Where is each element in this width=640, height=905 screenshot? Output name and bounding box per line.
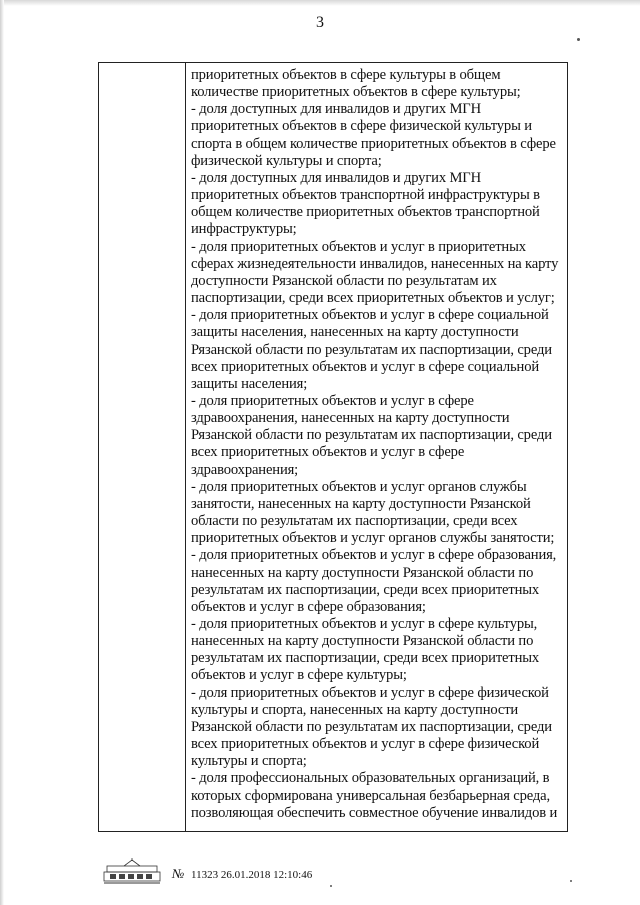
text-line: результатам их паспортизации, среди всех приоритетных bbox=[191, 650, 540, 667]
text-line: - доля доступных для инвалидов и других МГН bbox=[191, 169, 481, 186]
text-line: приоритетных объектов в сфере физической культуры и bbox=[191, 118, 532, 135]
text-line: которых сформирована универсальная безбарьерная среда, bbox=[191, 787, 551, 804]
text-line: защиты населения; bbox=[191, 375, 308, 392]
text-line: здравоохранения, нанесенных на карту доступности bbox=[191, 410, 510, 427]
text-line: - доля приоритетных объектов и услуг в приоритетных bbox=[191, 238, 526, 255]
table-cell-text bbox=[191, 67, 566, 822]
text-line: общем количестве приоритетных объектов транспортной bbox=[191, 204, 540, 221]
text-line: - доля приоритетных объектов и услуг в сфере культуры, bbox=[191, 616, 538, 632]
text-line: культуры и спорта, нанесенных на карту доступности bbox=[191, 701, 519, 718]
registry-stamp-icon bbox=[102, 858, 162, 884]
table-column-divider bbox=[185, 63, 186, 831]
text-line: нанесенных на карту доступности Рязанской области по bbox=[191, 564, 534, 581]
text-line: приоритетных объектов и услуг органов службы занятости; bbox=[191, 530, 555, 547]
text-line: паспортизации, среди всех приоритетных объектов и услуг; bbox=[191, 290, 555, 307]
text-line: культуры и спорта; bbox=[191, 753, 307, 770]
text-line: спорта в общем количестве приоритетных объектов в сфере bbox=[191, 135, 556, 152]
text-line: объектов и услуг в сфере образования; bbox=[191, 598, 426, 615]
text-line: - доля приоритетных объектов и услуг в сфере bbox=[191, 392, 474, 409]
text-line: нанесенных на карту доступности Рязанской области по bbox=[191, 633, 534, 650]
text-line: здравоохранения; bbox=[191, 461, 299, 478]
text-line: защиты населения, нанесенных на карту доступности bbox=[191, 324, 519, 341]
scan-shadow-top bbox=[0, 0, 640, 6]
text-line: - доля приоритетных объектов и услуг в сфере социальной bbox=[191, 307, 549, 324]
registration-datetime: 26.01.2018 12:10:46 bbox=[220, 869, 313, 881]
text-line: результатам их паспортизации, среди всех приоритетных bbox=[191, 581, 540, 598]
text-line: всех приоритетных объектов и услуг в сфере физической bbox=[191, 736, 540, 753]
text-line: Рязанской области по результатам их паспортизации, среди bbox=[191, 427, 552, 444]
scan-speck bbox=[570, 880, 572, 882]
text-line: - доля приоритетных объектов и услуг в сфере образования, bbox=[191, 547, 557, 564]
number-sign: № bbox=[172, 866, 185, 881]
text-line: приоритетных объектов транспортной инфраструктуры в bbox=[191, 187, 540, 204]
text-line: инфраструктуры; bbox=[191, 221, 297, 238]
text-line: всех приоритетных объектов и услуг в сфере социальной bbox=[191, 358, 540, 375]
text-line: Рязанской области по результатам их паспортизации, среди bbox=[191, 718, 552, 735]
text-line: - доля профессиональных образовательных организаций, в bbox=[191, 770, 550, 787]
text-line: занятости, нанесенных на карту доступности Рязанской bbox=[191, 495, 531, 512]
scan-shadow-left bbox=[0, 0, 4, 905]
text-line: области по результатам их паспортизации, среди всех bbox=[191, 513, 518, 530]
text-line: сферах жизнедеятельности инвалидов, нанесенных на карту bbox=[191, 255, 559, 272]
document-number: 11323 bbox=[191, 869, 219, 881]
document-footer bbox=[102, 858, 402, 888]
text-line: приоритетных объектов в сфере культуры в общем bbox=[191, 67, 501, 83]
document-table bbox=[98, 62, 568, 832]
page-number: 3 bbox=[316, 14, 324, 31]
text-line: - доля приоритетных объектов и услуг органов службы bbox=[191, 478, 527, 495]
text-line: - доля приоритетных объектов и услуг в сфере физической bbox=[191, 684, 549, 701]
text-line: всех приоритетных объектов и услуг в сфере bbox=[191, 444, 465, 461]
text-line: - доля доступных для инвалидов и других МГН bbox=[191, 101, 481, 118]
scan-speck bbox=[577, 38, 580, 41]
text-line: объектов и услуг в сфере культуры; bbox=[191, 667, 407, 684]
text-line: количестве приоритетных объектов в сфере культуры; bbox=[191, 84, 521, 101]
text-line: доступности Рязанской области по результатам их bbox=[191, 272, 497, 289]
text-line: физической культуры и спорта; bbox=[191, 152, 382, 169]
registration-info bbox=[172, 866, 312, 882]
text-line: Рязанской области по результатам их паспортизации, среди bbox=[191, 341, 552, 358]
text-line: позволяющая обеспечить совместное обучение инвалидов и bbox=[191, 804, 558, 821]
